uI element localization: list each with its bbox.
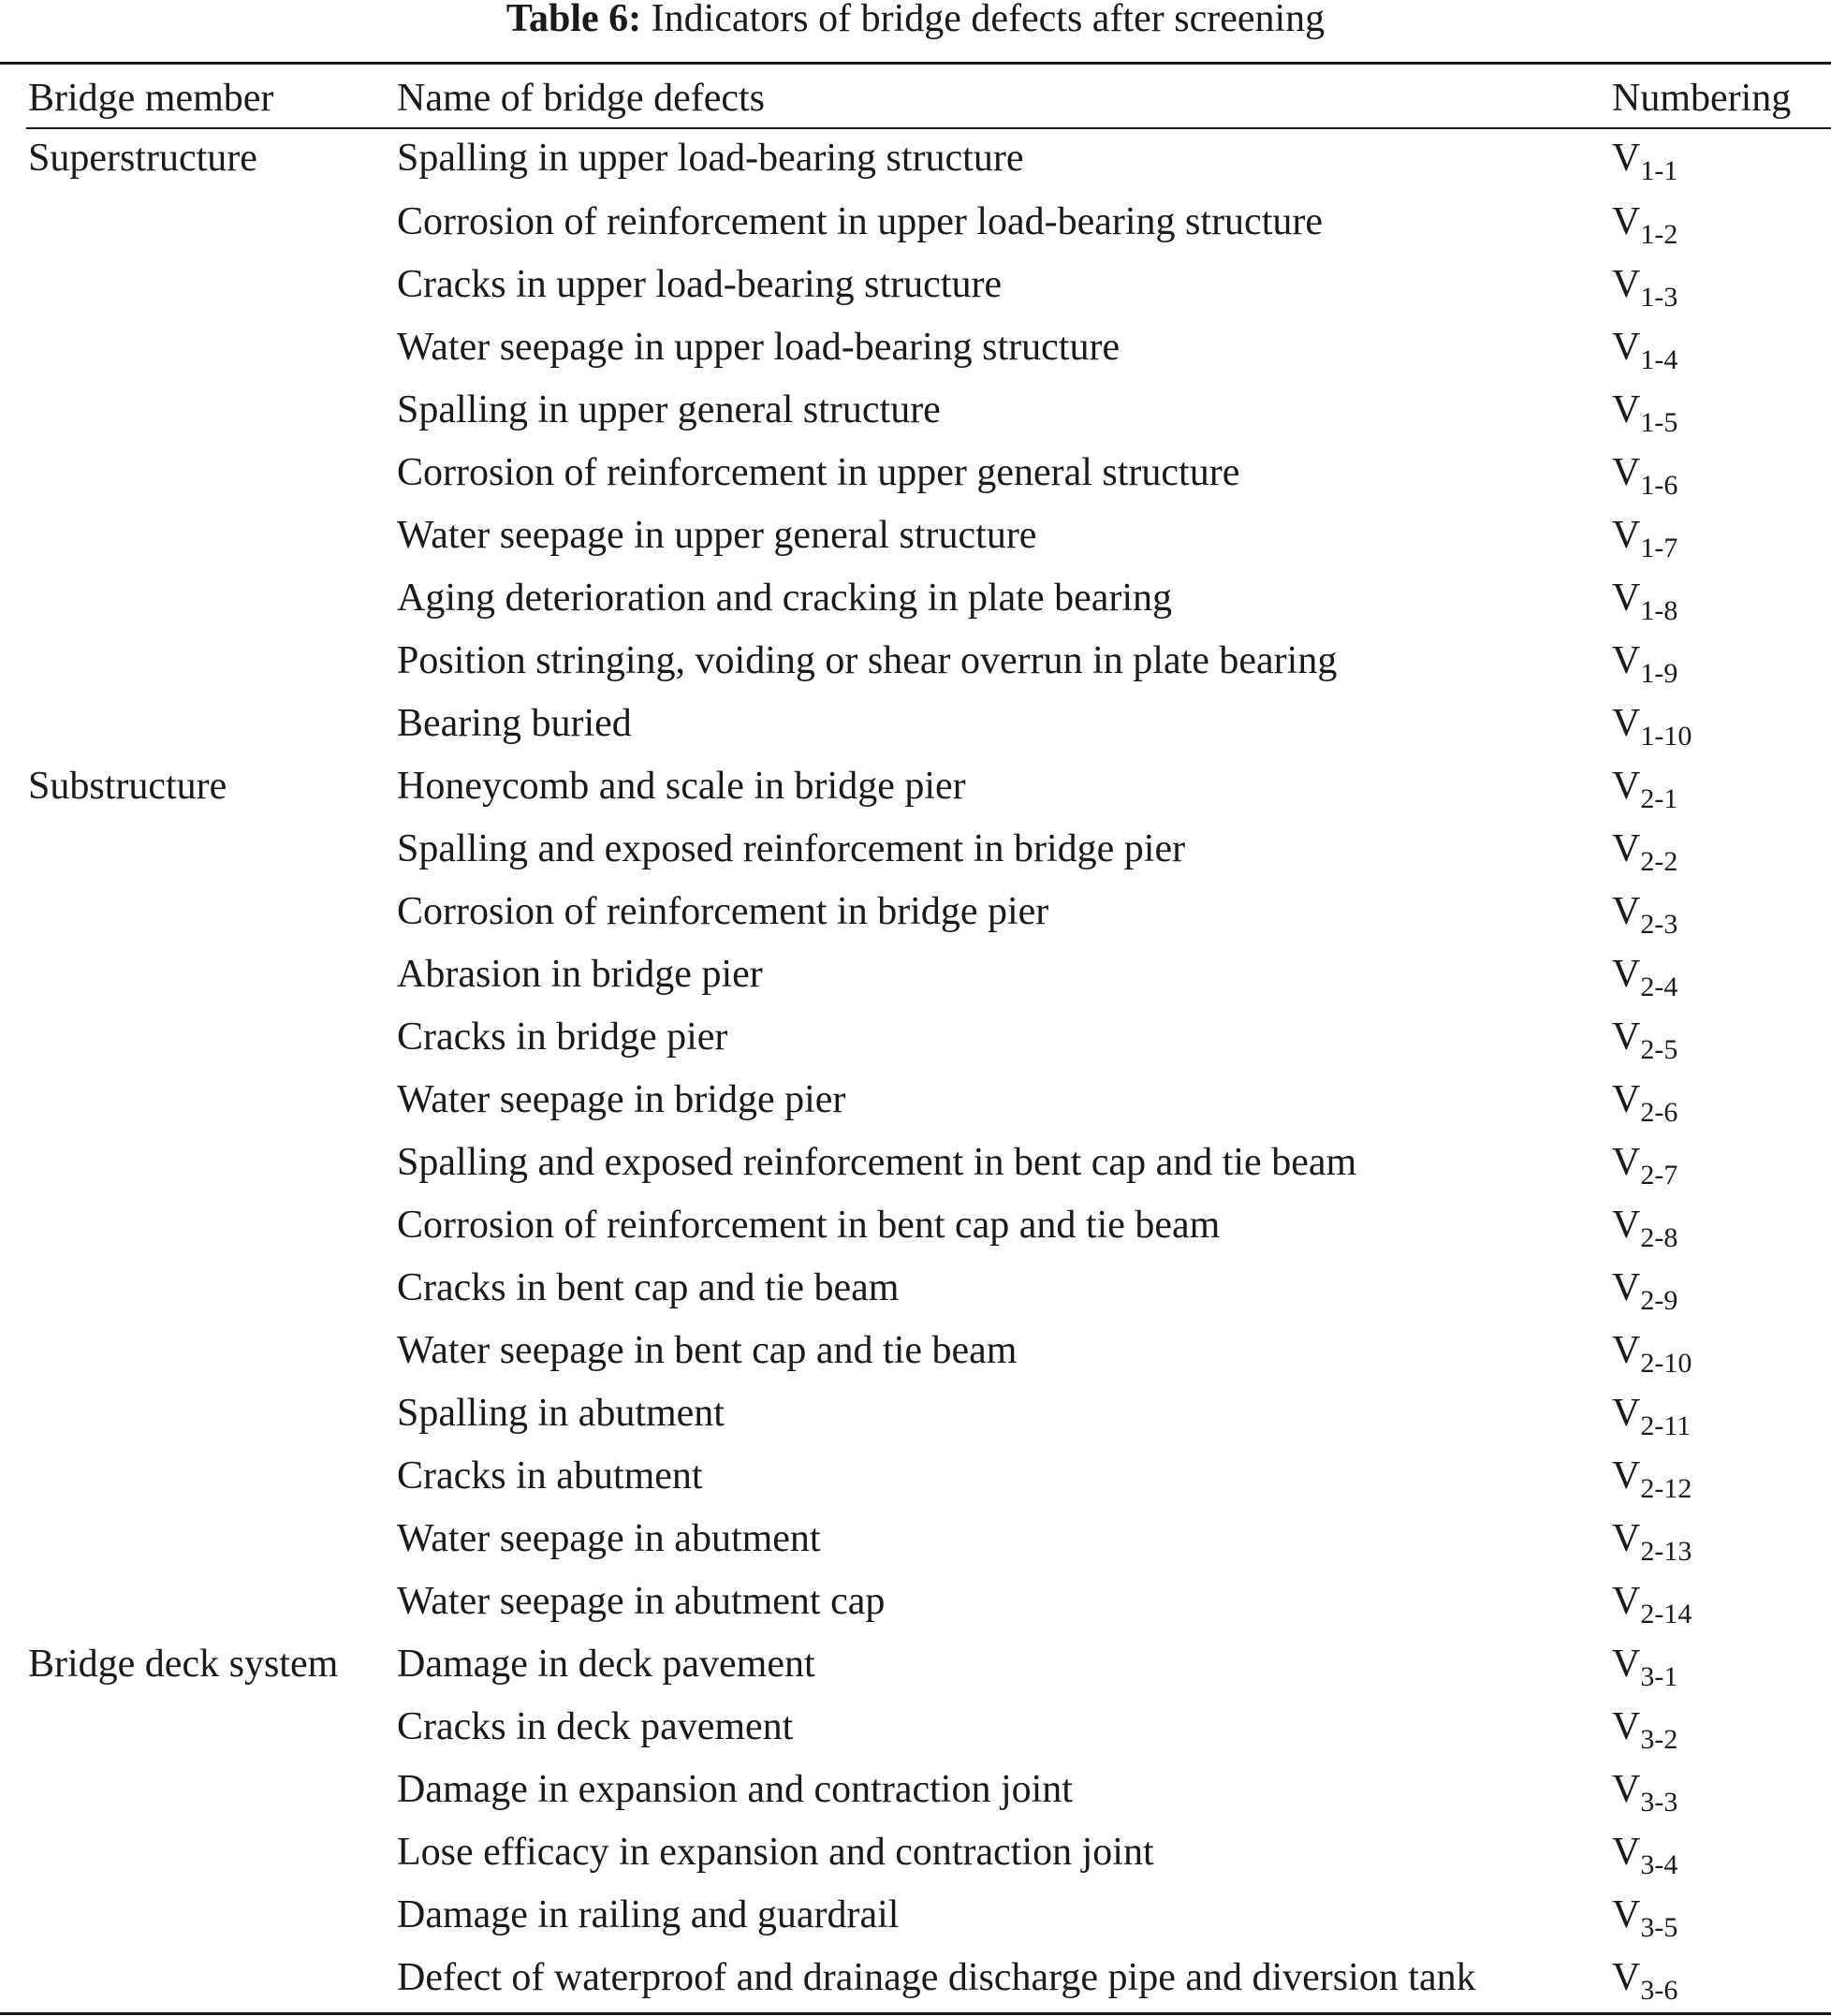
defect-name-cell: Water seepage in abutment [397,1517,821,1560]
table-row [0,632,1831,694]
defect-name-cell: Cracks in bridge pier [397,1015,728,1059]
defect-name-cell: Defect of waterproof and drainage discharge pipe and diversion tank [397,1956,1476,1999]
bridge-member-cell: Bridge deck system [28,1643,339,1686]
defect-name-cell: Spalling and exposed reinforcement in bridge pier [397,827,1186,870]
numbering-code: V [1612,702,1641,745]
bridge-member-cell [0,569,397,632]
table-row [0,1949,1831,2011]
numbering-code: V [1612,263,1641,306]
defect-name-cell: Cracks in abutment [397,1454,703,1497]
numbering-code: V [1612,577,1641,620]
numbering-cell [1612,318,1831,381]
numbering-code: V [1612,1454,1641,1497]
defect-name-cell: Corrosion of reinforcement in upper load-bearing structure [397,200,1323,243]
numbering-cell [1612,1510,1831,1572]
table-row [0,193,1831,256]
numbering-code: V [1612,639,1641,682]
table-row [0,569,1831,632]
caption-text: Indicators of bridge defects after screening [651,0,1326,40]
defect-name-cell: Honeycomb and scale in bridge pier [397,765,966,808]
table-row [0,1572,1831,1635]
bridge-member-cell [0,1698,397,1760]
numbering-code: V [1612,451,1641,494]
numbering-code: V [1612,200,1641,243]
table-row [0,256,1831,318]
numbering-cell [1612,1572,1831,1635]
numbering-cell [1612,193,1831,256]
bridge-member-cell [0,444,397,506]
numbering-cell [1612,1133,1831,1196]
numbering-subscript: 2-3 [1640,909,1678,940]
numbering-subscript: 2-4 [1640,971,1678,1002]
numbering-subscript: 2-13 [1640,1536,1692,1567]
table-row [0,1259,1831,1322]
numbering-cell [1612,1886,1831,1949]
defect-name-cell: Water seepage in abutment cap [397,1580,886,1623]
numbering-code: V [1612,1893,1641,1936]
bridge-member-cell [0,256,397,318]
bridge-member-cell [0,1259,397,1322]
numbering-subscript: 1-4 [1640,344,1678,375]
numbering-subscript: 1-6 [1640,470,1678,501]
numbering-code: V [1612,1392,1641,1435]
bridge-member-cell [0,1510,397,1572]
numbering-subscript: 3-2 [1640,1724,1678,1755]
defect-name-cell: Spalling in upper load-bearing structure [397,137,1024,180]
numbering-subscript: 1-7 [1640,533,1678,563]
bridge-member-cell [0,820,397,883]
table-row [0,506,1831,569]
numbering-cell [1612,256,1831,318]
table-row [0,1635,1831,1698]
table-row [0,883,1831,945]
numbering-cell [1612,1760,1831,1823]
table-row [0,1133,1831,1196]
header-row [0,67,1831,129]
bridge-member-cell [0,1071,397,1133]
numbering-cell [1612,506,1831,569]
defect-name-cell: Spalling and exposed reinforcement in bent cap and tie beam [397,1141,1357,1184]
defect-name-cell: Aging deterioration and cracking in plate bearing [397,577,1173,620]
numbering-cell [1612,1259,1831,1322]
bridge-member-cell [0,381,397,444]
numbering-subscript: 2-2 [1640,846,1678,877]
defect-name-cell: Water seepage in upper general structure [397,514,1037,557]
numbering-code: V [1612,1141,1641,1184]
numbering-code: V [1612,1705,1641,1748]
bridge-member-cell [0,193,397,256]
numbering-subscript: 2-5 [1640,1034,1678,1065]
bridge-member-cell [0,1760,397,1823]
numbering-code: V [1612,953,1641,996]
numbering-code: V [1612,1329,1641,1372]
defect-name-cell: Water seepage in bent cap and tie beam [397,1329,1018,1372]
numbering-cell [1612,1698,1831,1760]
numbering-cell [1612,1071,1831,1133]
table-row [0,129,1831,193]
caption-label: Table 6: [505,0,642,40]
numbering-code: V [1612,1831,1641,1874]
bridge-member-cell [0,1886,397,1949]
bottom-rule [0,2012,1831,2015]
table-row [0,381,1831,444]
numbering-cell [1612,1635,1831,1698]
defect-name-cell: Corrosion of reinforcement in bridge pier [397,890,1049,933]
table-row [0,1823,1831,1886]
numbering-code: V [1612,1266,1641,1309]
numbering-cell [1612,820,1831,883]
table-row [0,318,1831,381]
defects-table [0,67,1831,2011]
header-numbering: Numbering [1612,77,1792,120]
numbering-cell [1612,1447,1831,1510]
numbering-cell [1612,1008,1831,1071]
table-row [0,1510,1831,1572]
table-row [0,694,1831,757]
numbering-subscript: 2-12 [1640,1473,1692,1504]
numbering-code: V [1612,1580,1641,1623]
numbering-cell [1612,444,1831,506]
numbering-cell [1612,694,1831,757]
table-row [0,1886,1831,1949]
defect-name-cell: Damage in deck pavement [397,1643,815,1686]
numbering-cell [1612,1384,1831,1447]
bridge-member-cell [0,945,397,1008]
numbering-cell [1612,1823,1831,1886]
numbering-subscript: 2-8 [1640,1222,1678,1253]
table-row [0,945,1831,1008]
defect-name-cell: Corrosion of reinforcement in bent cap and tie beam [397,1204,1221,1247]
defect-name-cell: Bearing buried [397,702,632,745]
numbering-cell [1612,1949,1831,2011]
numbering-code: V [1612,1517,1641,1560]
numbering-code: V [1612,388,1641,431]
table-row [0,1760,1831,1823]
numbering-subscript: 1-10 [1640,721,1692,752]
bridge-member-cell [0,1572,397,1635]
defect-name-cell: Position stringing, voiding or shear overrun in plate bearing [397,639,1338,682]
numbering-cell [1612,129,1831,193]
numbering-cell [1612,1322,1831,1384]
defect-name-cell: Water seepage in upper load-bearing structure [397,326,1121,369]
table-row [0,1322,1831,1384]
bridge-member-cell [0,1133,397,1196]
numbering-subscript: 1-5 [1640,407,1678,438]
numbering-subscript: 2-6 [1640,1097,1678,1128]
bridge-member-cell [0,1008,397,1071]
numbering-code: V [1612,1956,1641,1999]
numbering-code: V [1612,326,1641,369]
table-row [0,444,1831,506]
numbering-subscript: 3-4 [1640,1849,1678,1880]
numbering-code: V [1612,1015,1641,1059]
defect-name-cell: Lose efficacy in expansion and contraction joint [397,1831,1154,1874]
defect-name-cell: Damage in railing and guardrail [397,1893,900,1936]
numbering-subscript: 2-1 [1640,783,1678,814]
defect-name-cell: Cracks in deck pavement [397,1705,794,1748]
numbering-subscript: 1-8 [1640,595,1678,626]
table-row [0,1071,1831,1133]
table-row [0,1196,1831,1259]
top-rule [0,62,1831,65]
numbering-code: V [1612,137,1641,180]
bridge-member-cell: Substructure [28,765,227,808]
bridge-member-cell [0,1196,397,1259]
table-row [0,757,1831,820]
numbering-code: V [1612,1078,1641,1121]
bridge-member-cell [0,1322,397,1384]
numbering-subscript: 1-9 [1640,658,1678,689]
numbering-subscript: 3-5 [1640,1912,1678,1943]
numbering-cell [1612,945,1831,1008]
bridge-member-cell [0,1384,397,1447]
table-row [0,1008,1831,1071]
bridge-member-cell [0,506,397,569]
numbering-subscript: 2-11 [1640,1410,1692,1441]
bridge-member-cell [0,883,397,945]
defect-name-cell: Spalling in abutment [397,1392,725,1435]
numbering-cell [1612,757,1831,820]
defect-name-cell: Spalling in upper general structure [397,388,941,431]
defect-name-cell: Cracks in upper load-bearing structure [397,263,1003,306]
defect-name-cell: Damage in expansion and contraction joint [397,1768,1073,1811]
bridge-member-cell [0,1949,397,2011]
numbering-code: V [1612,514,1641,557]
numbering-code: V [1612,890,1641,933]
header-defect-name: Name of bridge defects [397,77,765,120]
numbering-subscript: 2-14 [1640,1599,1692,1629]
defect-name-cell: Water seepage in bridge pier [397,1078,846,1121]
bridge-member-cell: Superstructure [28,137,257,180]
defect-name-cell: Corrosion of reinforcement in upper general structure [397,451,1240,494]
bridge-member-cell [0,1823,397,1886]
numbering-subscript: 1-1 [1640,155,1678,186]
numbering-subscript: 2-10 [1640,1348,1692,1379]
header-bridge-member: Bridge member [28,77,274,120]
bridge-member-cell [0,318,397,381]
table-caption [0,0,1831,43]
numbering-cell [1612,569,1831,632]
numbering-subscript: 3-1 [1640,1661,1678,1692]
table-row [0,1698,1831,1760]
table-body [0,129,1831,2011]
numbering-subscript: 3-3 [1640,1787,1678,1818]
numbering-code: V [1612,827,1641,870]
table-row [0,1447,1831,1510]
numbering-subscript: 1-2 [1640,219,1678,250]
numbering-code: V [1612,765,1641,808]
numbering-subscript: 1-3 [1640,282,1678,313]
numbering-subscript: 2-7 [1640,1160,1678,1191]
bridge-member-cell [0,632,397,694]
table-row [0,1384,1831,1447]
numbering-subscript: 3-6 [1640,1975,1678,2006]
bridge-member-cell [0,1447,397,1510]
bridge-member-cell [0,694,397,757]
numbering-code: V [1612,1643,1641,1686]
numbering-cell [1612,1196,1831,1259]
numbering-code: V [1612,1768,1641,1811]
numbering-subscript: 2-9 [1640,1285,1678,1316]
numbering-code: V [1612,1204,1641,1247]
table-row [0,820,1831,883]
numbering-cell [1612,883,1831,945]
numbering-cell [1612,632,1831,694]
defect-name-cell: Cracks in bent cap and tie beam [397,1266,900,1309]
numbering-cell [1612,381,1831,444]
defect-name-cell: Abrasion in bridge pier [397,953,763,996]
